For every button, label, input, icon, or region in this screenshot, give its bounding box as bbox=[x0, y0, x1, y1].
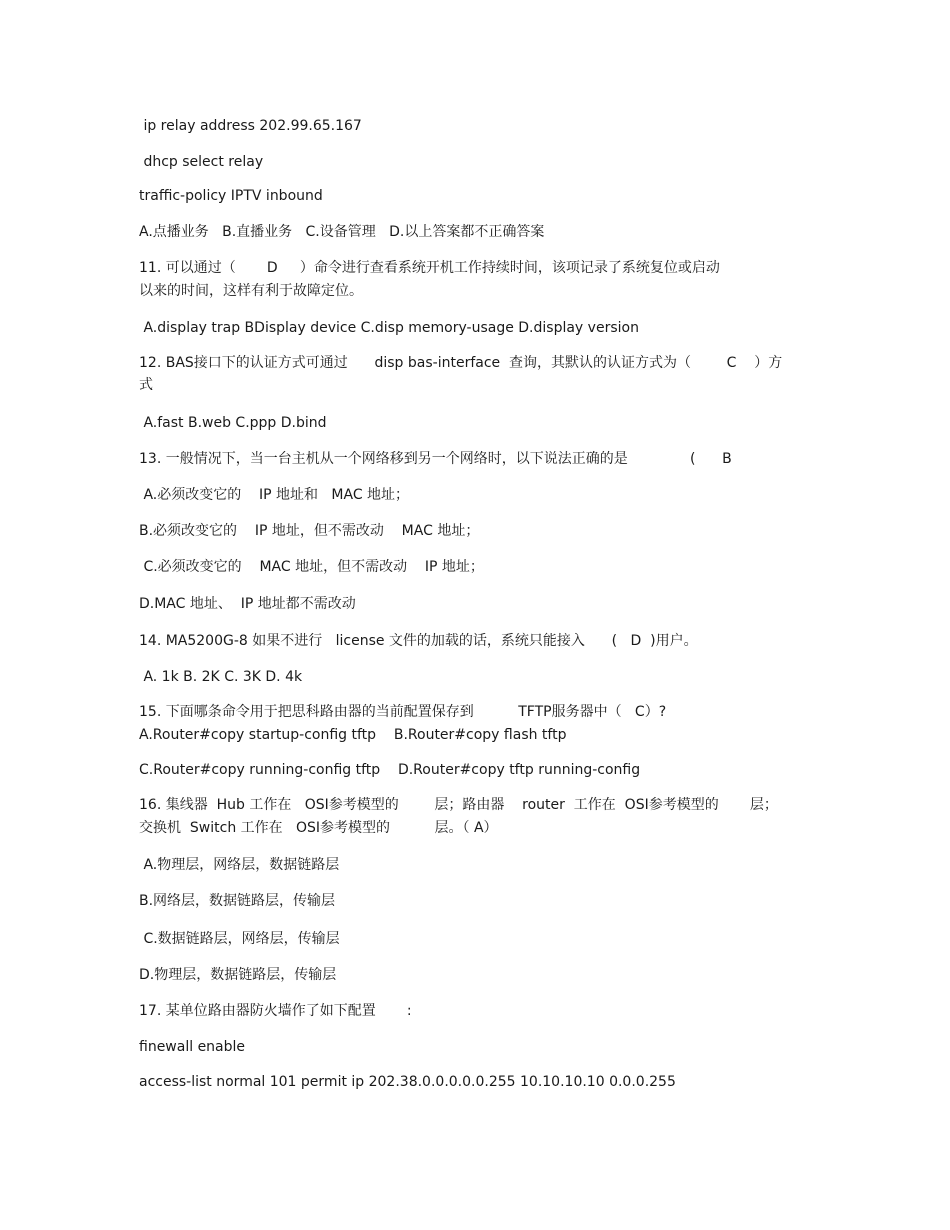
question-12: 12. BAS接口下的认证方式可通过 disp bas-interface 查询，其默认的认证方式为（ C ）方 bbox=[139, 355, 783, 371]
answer-options-line: A.点播业务 B.直播业务 C.设备管理 D.以上答案都不正确答案 bbox=[139, 224, 545, 240]
answer-option: C.必须改变它的 MAC 地址，但不需改动 IP 地址； bbox=[139, 559, 484, 575]
text-line: ip relay address 202.99.65.167 bbox=[139, 118, 362, 134]
text-line: finewall enable bbox=[139, 1039, 246, 1055]
answer-option: D.MAC 地址、 IP 地址都不需改动 bbox=[139, 596, 356, 612]
question-13: 13. 一般情况下，当一台主机从一个网络移到另一个网络时，以下说法正确的是 ( B bbox=[139, 451, 732, 467]
question-12-continued: 式 bbox=[139, 377, 153, 393]
answer-option: C.数据链路层，网络层，传输层 bbox=[139, 931, 340, 947]
answer-option: B.必须改变它的 IP 地址，但不需改动 MAC 地址； bbox=[139, 523, 480, 539]
text-line: access-list normal 101 permit ip 202.38.0.0.0.0.0.255 10.10.10.10 0.0.0.255 bbox=[139, 1074, 676, 1090]
question-17: 17. 某单位路由器防火墙作了如下配置 : bbox=[139, 1003, 412, 1019]
answer-option: A.必须改变它的 IP 地址和 MAC 地址； bbox=[139, 487, 410, 503]
question-16: 16. 集线器 Hub 工作在 OSI参考模型的 层；路由器 router 工作在 OSI参考模型的 层； bbox=[139, 797, 778, 813]
answer-options-line: A. 1k B. 2K C. 3K D. 4k bbox=[139, 669, 303, 685]
question-16-continued: 交换机 Switch 工作在 OSI参考模型的 层。（ A） bbox=[139, 820, 498, 836]
answer-options-line: A.Router#copy startup-config tftp B.Router#copy flash tftp bbox=[139, 727, 567, 743]
question-11-continued: 以来的时间，这样有利于故障定位。 bbox=[139, 283, 363, 299]
answer-option: D.物理层，数据链路层，传输层 bbox=[139, 967, 337, 983]
answer-option: B.网络层，数据链路层，传输层 bbox=[139, 893, 336, 909]
answer-options-line: C.Router#copy running-config tftp D.Router#copy tftp running-config bbox=[139, 762, 641, 778]
question-11: 11. 可以通过（ D ）命令进行查看系统开机工作持续时间，该项记录了系统复位或启动 bbox=[139, 260, 720, 276]
question-14: 14. MA5200G-8 如果不进行 license 文件的加载的话，系统只能接入 ( D )用户。 bbox=[139, 633, 698, 649]
text-line: traffic-policy IPTV inbound bbox=[139, 188, 323, 204]
answer-options-line: A.fast B.web C.ppp D.bind bbox=[139, 415, 327, 431]
answer-option: A.物理层，网络层，数据链路层 bbox=[139, 857, 340, 873]
answer-options-line: A.display trap BDisplay device C.disp memory-usage D.display version bbox=[139, 320, 639, 336]
question-15: 15. 下面哪条命令用于把思科路由器的当前配置保存到 TFTP服务器中（ C）? bbox=[139, 704, 667, 720]
text-line: dhcp select relay bbox=[139, 154, 264, 170]
